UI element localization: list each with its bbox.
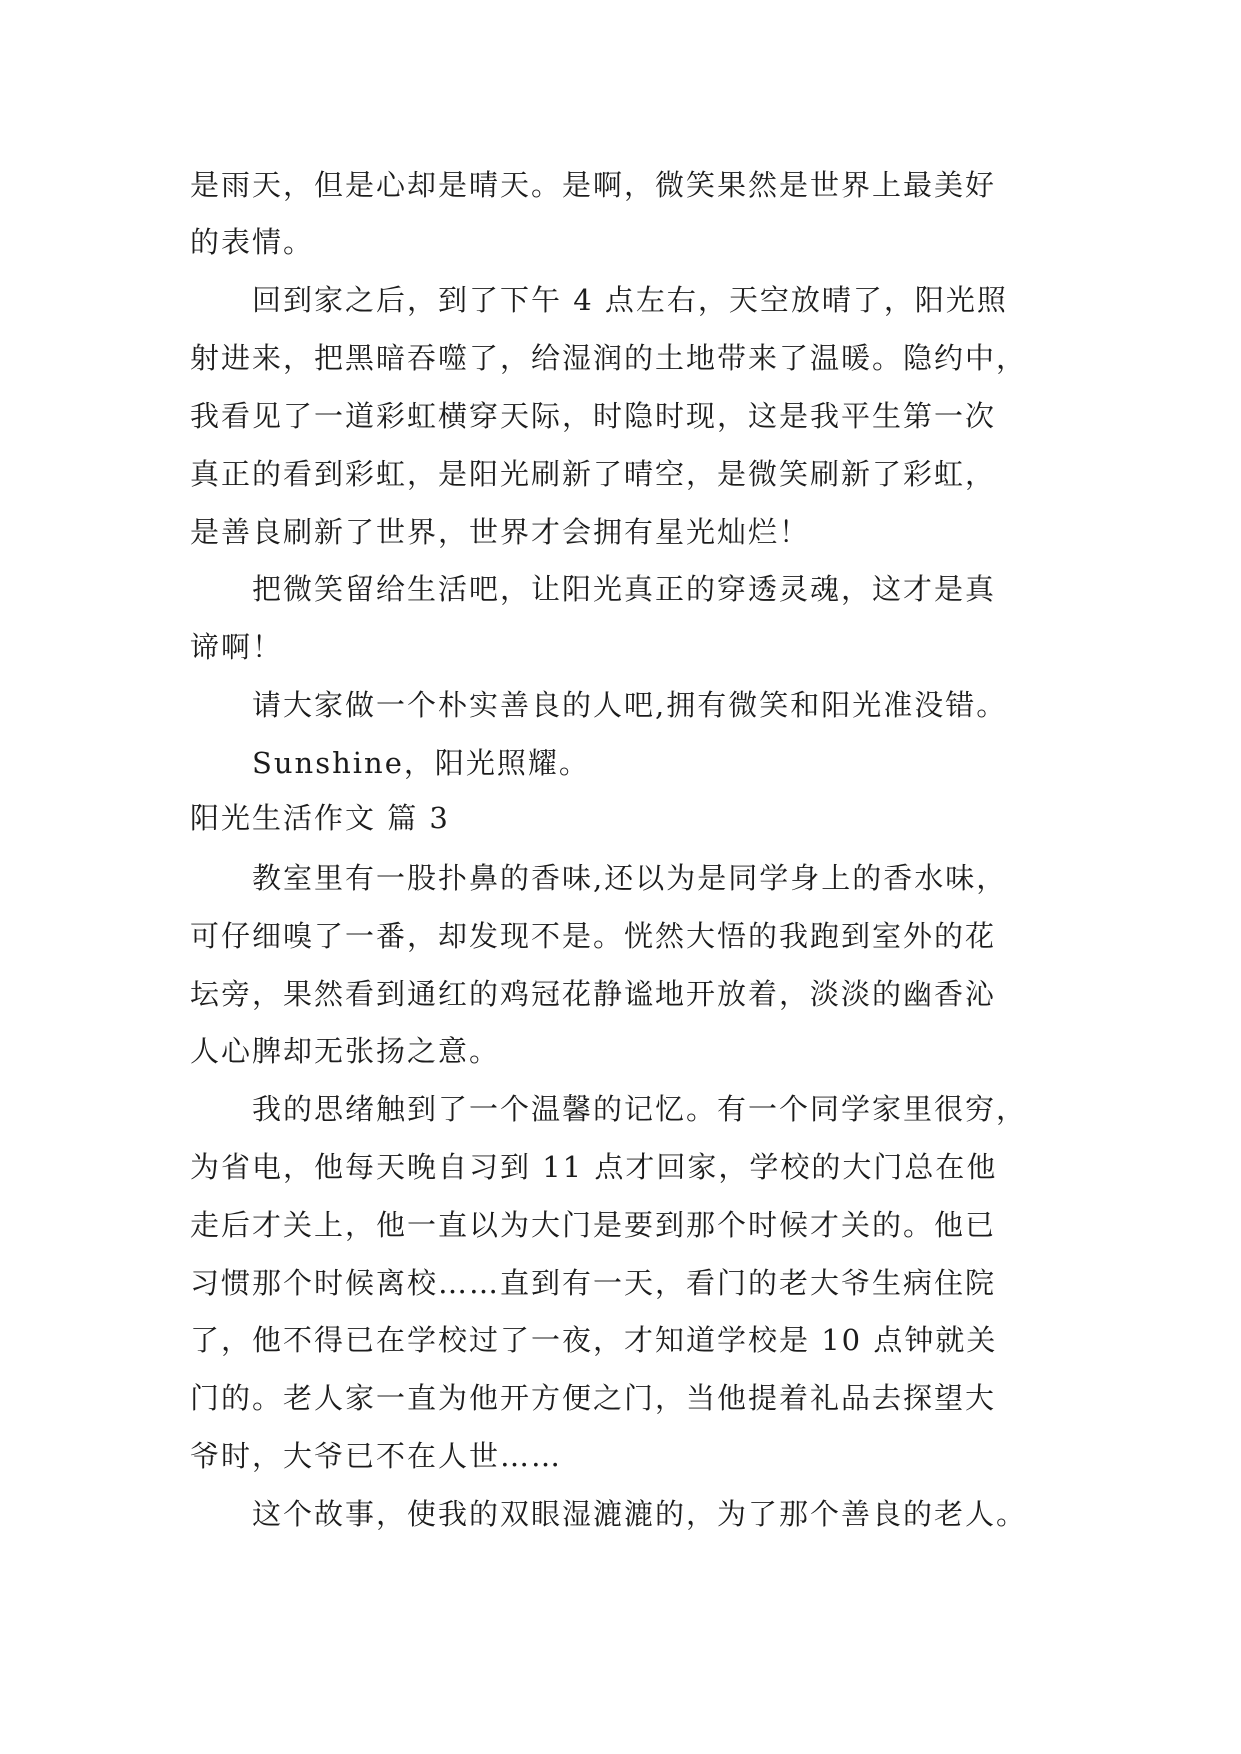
text-line-17: 我的思绪触到了一个温馨的记忆。有一个同学家里很穷， — [252, 1092, 1028, 1126]
text-line-19: 走后才关上，他一直以为大门是要到那个时候才关的。他已 — [190, 1208, 997, 1242]
text-line-3: 回到家之后，到了下午 4 点左右，天空放晴了，阳光照 — [252, 283, 1008, 317]
text-line-21: 了，他不得已在学校过了一夜，才知道学校是 10 点钟就关 — [190, 1323, 998, 1357]
text-line-20: 习惯那个时候离校……直到有一天，看门的老大爷生病住院 — [190, 1266, 997, 1300]
text-line-8: 把微笑留给生活吧，让阳光真正的穿透灵魂，这才是真 — [252, 572, 997, 606]
text-line-2: 的表情。 — [190, 225, 315, 259]
section-heading: 阳光生活作文 篇 3 — [190, 801, 450, 835]
text-line-5: 我看见了一道彩虹横穿天际，时隐时现，这是我平生第一次 — [190, 399, 997, 433]
text-line-4: 射进来，把黑暗吞噬了，给湿润的土地带来了温暖。隐约中， — [190, 341, 1028, 375]
text-line-22: 门的。老人家一直为他开方便之门，当他提着礼品去探望大 — [190, 1381, 997, 1415]
text-line-15: 坛旁，果然看到通红的鸡冠花静谧地开放着，淡淡的幽香沁 — [190, 977, 997, 1011]
text-line-23: 爷时，大爷已不在人世…… — [190, 1439, 563, 1473]
text-line-14: 可仔细嗅了一番，却发现不是。恍然大悟的我跑到室外的花 — [190, 919, 997, 953]
text-line-9: 谛啊！ — [190, 630, 284, 664]
text-line-24: 这个故事，使我的双眼湿漉漉的，为了那个善良的老人。 — [252, 1497, 1028, 1531]
text-line-18: 为省电，他每天晚自习到 11 点才回家，学校的大门总在他 — [190, 1150, 998, 1184]
text-line-13: 教室里有一股扑鼻的香味,还以为是同学身上的香水味， — [252, 861, 1008, 895]
text-line-11: Sunshine，阳光照耀。 — [252, 746, 590, 780]
text-line-7: 是善良刷新了世界，世界才会拥有星光灿烂！ — [190, 515, 811, 549]
text-line-16: 人心脾却无张扬之意。 — [190, 1034, 501, 1068]
text-line-10: 请大家做一个朴实善良的人吧,拥有微笑和阳光准没错。 — [252, 688, 1008, 722]
text-line-1: 是雨天，但是心却是晴天。是啊，微笑果然是世界上最美好 — [190, 168, 997, 202]
text-line-6: 真正的看到彩虹，是阳光刷新了晴空，是微笑刷新了彩虹， — [190, 457, 997, 491]
